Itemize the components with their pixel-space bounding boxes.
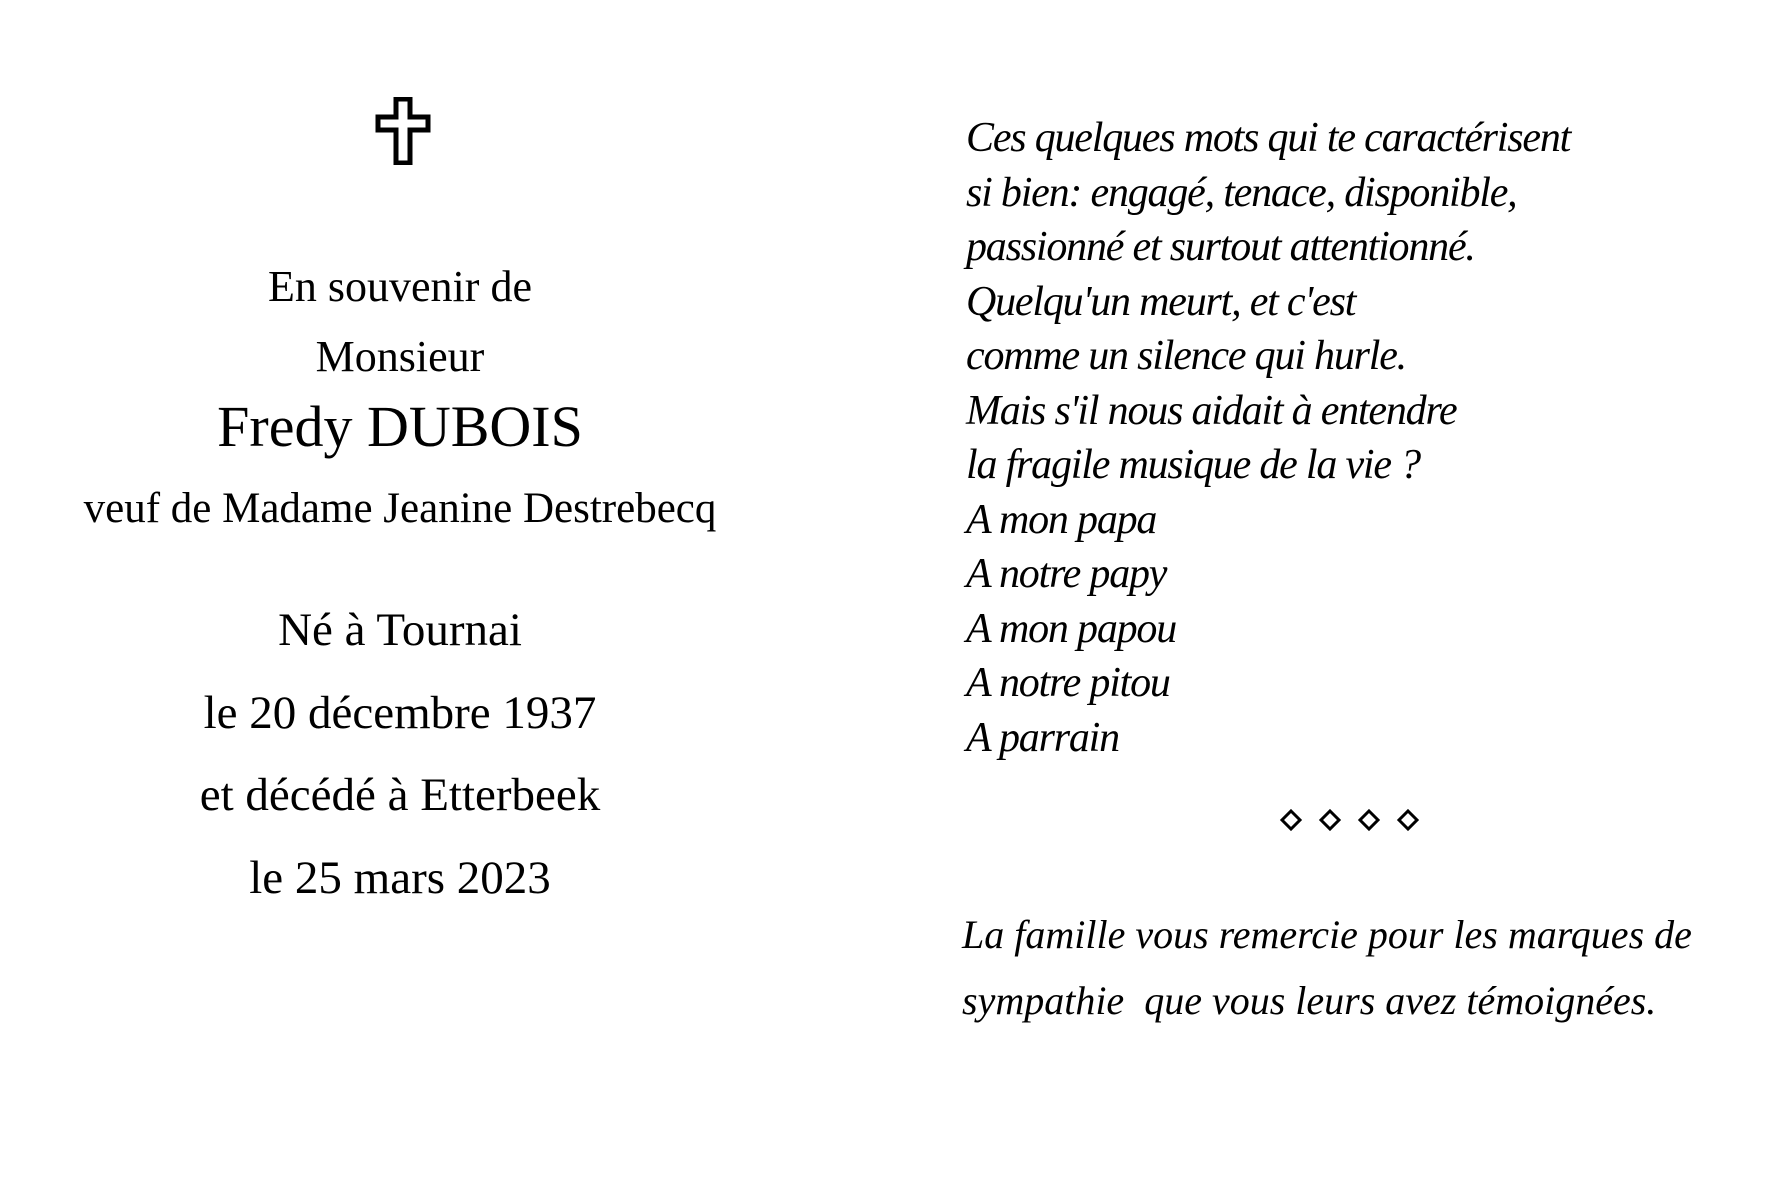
poem-line: si bien: engagé, tenace, disponible, [966, 169, 1517, 216]
latin-cross-outline-icon [375, 97, 431, 165]
family-thanks-message [962, 902, 1692, 1034]
thanks-line: sympathie que vous leurs avez témoignées. [962, 978, 1657, 1023]
poem-line: passionné et surtout attentionné. [966, 224, 1475, 270]
poem-line: A notre pitou [966, 660, 1170, 706]
poem-line: A notre papy [966, 551, 1167, 597]
birth-place: Né à Tournai [278, 604, 522, 656]
poem-line: A parrain [966, 714, 1119, 761]
poem-line: A mon papou [966, 605, 1177, 652]
memorial-left-panel [0, 0, 800, 1181]
spouse-line: veuf de Madame Jeanine Destrebecq [83, 485, 717, 532]
death-place: et décédé à Etterbeek [199, 769, 601, 821]
death-date: le 25 mars 2023 [249, 852, 551, 904]
poem-line: Quelqu'un meurt, et c'est [966, 278, 1356, 325]
memorial-poem [966, 111, 1570, 765]
deceased-name: Fredy DUBOIS [217, 394, 583, 459]
memorial-right-panel [950, 0, 1772, 1181]
birth-date: le 20 décembre 1937 [203, 687, 597, 739]
poem-line: comme un silence qui hurle. [966, 333, 1406, 379]
four-diamonds-divider-icon [1275, 803, 1425, 837]
remembrance-intro: En souvenir de [268, 262, 532, 311]
honorific-title: Monsieur [315, 332, 485, 381]
thanks-line: La famille vous remercie pour les marques de [962, 912, 1692, 957]
poem-line: A mon papa [966, 496, 1157, 543]
poem-line: Mais s'il nous aidait à entendre [966, 387, 1457, 434]
poem-line: Ces quelques mots qui te caractérisent [966, 115, 1571, 161]
poem-line: la fragile musique de la vie ? [966, 442, 1420, 488]
